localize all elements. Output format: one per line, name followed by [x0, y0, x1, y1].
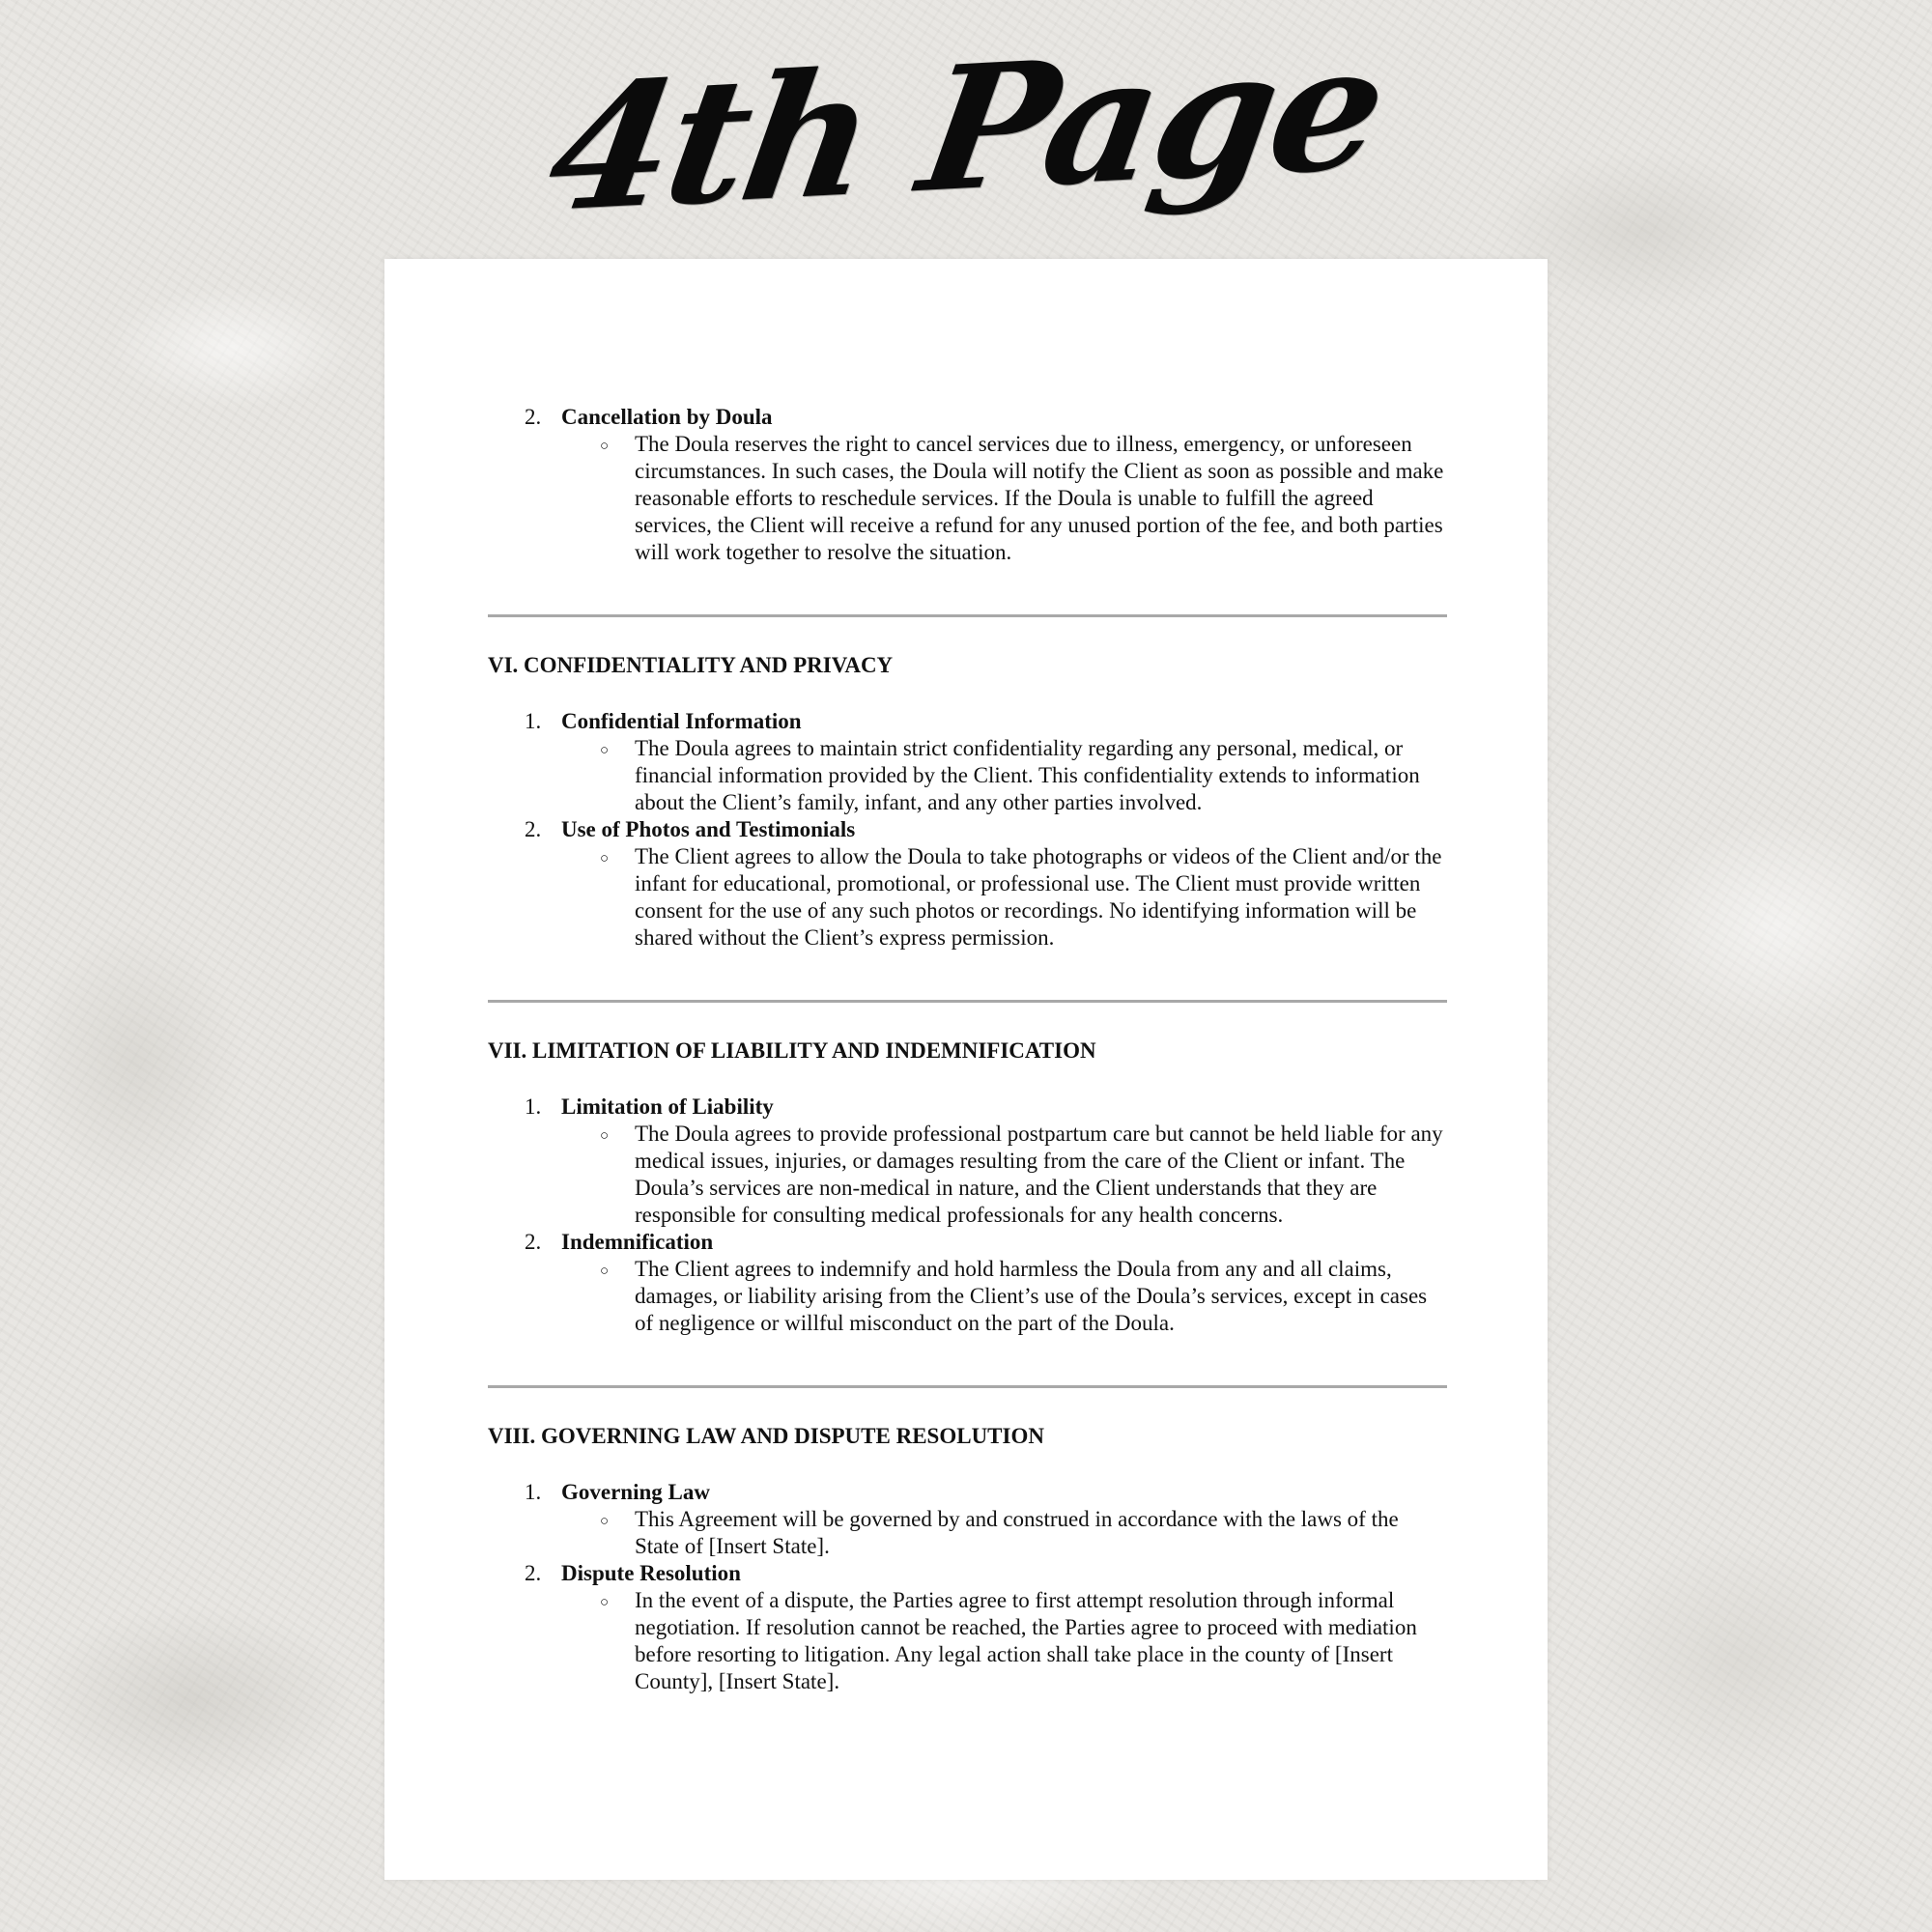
list-item-title: Governing Law — [561, 1480, 710, 1504]
list-item-indemnification — [488, 1229, 1447, 1337]
list-item-title: Limitation of Liability — [561, 1094, 774, 1119]
list-item-number: 2. — [525, 405, 542, 429]
list-item-title: Dispute Resolution — [561, 1561, 741, 1585]
list-item-limitation-of-liability — [488, 1094, 1447, 1229]
bullet-circle-icon: ○ — [600, 1264, 610, 1279]
list-item-number: 1. — [525, 1094, 542, 1119]
bullet-item — [561, 1587, 1447, 1695]
bullet-text: The Client agrees to allow the Doula to take photographs or videos of the Client and/or the infant for educational, promotional, or professional use. The Client must provide written consent for the use of any such photos or recordings. No identifying information will be shared without the Client’s express permission. — [635, 844, 1442, 950]
bullet-text: The Client agrees to indemnify and hold harmless the Doula from any and all claims, damages, or liability arising from the Client’s use of the Doula’s services, except in cases of negligence or willful misconduct on the part of the Doula. — [635, 1257, 1428, 1335]
list-item-confidential-information — [488, 708, 1447, 816]
bullet-item — [561, 843, 1447, 952]
list-item-number: 2. — [525, 817, 542, 841]
bullet-circle-icon: ○ — [600, 1128, 610, 1144]
bullet-text: In the event of a dispute, the Parties agree to first attempt resolution through informal negotiation. If resolution cannot be reached, the Parties agree to proceed with mediation before resorting to litigation. Any legal action shall take place in the county of [Insert County], [Insert State]. — [635, 1588, 1417, 1693]
list-item-number: 1. — [525, 1480, 542, 1504]
banner-title: 4th Page — [536, 5, 1396, 251]
banner — [0, 5, 1932, 251]
section-heading: VI. CONFIDENTIALITY AND PRIVACY — [488, 653, 894, 677]
bullet-text: This Agreement will be governed by and construed in accordance with the laws of the State of [Insert State]. — [635, 1507, 1399, 1558]
section-governing-law — [488, 1423, 1447, 1695]
list-item-title: Indemnification — [561, 1230, 714, 1254]
list-item-title: Confidential Information — [561, 709, 802, 733]
bullet-circle-icon: ○ — [600, 1595, 610, 1610]
list-item-number: 1. — [525, 709, 542, 733]
bullet-text: The Doula agrees to provide professional postpartum care but cannot be held liable for any medical issues, injuries, or damages resulting from the care of the Client or infant. The Doula’s services are non-medical in nature, and the Client understands that they are responsible for consulting medical professionals for any health concerns. — [635, 1122, 1443, 1227]
list-item-governing-law — [488, 1479, 1447, 1560]
section-confidentiality — [488, 652, 1447, 952]
bullet-text: The Doula agrees to maintain strict confidentiality regarding any personal, medical, or financial information provided by the Client. This confidentiality extends to information about the Client’s family, infant, and any other parties involved. — [635, 736, 1420, 814]
section-divider — [488, 1385, 1447, 1388]
list-item-cancellation-by-doula — [488, 404, 1447, 566]
section-divider — [488, 1000, 1447, 1003]
bullet-item — [561, 1256, 1447, 1337]
bullet-item — [561, 735, 1447, 816]
document-content — [488, 404, 1447, 1695]
list-item-title: Use of Photos and Testimonials — [561, 817, 856, 841]
list-item-number: 2. — [525, 1561, 542, 1585]
bullet-circle-icon: ○ — [600, 743, 610, 758]
section-heading: VIII. GOVERNING LAW AND DISPUTE RESOLUTION — [488, 1424, 1044, 1448]
bullet-item — [561, 1121, 1447, 1229]
section-liability — [488, 1037, 1447, 1337]
bullet-text: The Doula reserves the right to cancel services due to illness, emergency, or unforeseen circumstances. In such cases, the Doula will notify the Client as soon as possible and make reasonable efforts to reschedule services. If the Doula is unable to fulfill the agreed services, the Client will receive a refund for any unused portion of the fee, and both parties will work together to resolve the situation. — [635, 432, 1444, 564]
list-item-number: 2. — [525, 1230, 542, 1254]
list-item-photos-testimonials — [488, 816, 1447, 952]
bullet-circle-icon: ○ — [600, 1514, 610, 1529]
document-page — [384, 259, 1548, 1880]
section-heading: VII. LIMITATION OF LIABILITY AND INDEMNIFICATION — [488, 1038, 1096, 1063]
bullet-item — [561, 431, 1447, 566]
bullet-circle-icon: ○ — [600, 439, 610, 454]
list-item-title: Cancellation by Doula — [561, 405, 773, 429]
section-divider — [488, 614, 1447, 617]
bullet-circle-icon: ○ — [600, 851, 610, 867]
list-item-dispute-resolution — [488, 1560, 1447, 1695]
bullet-item — [561, 1506, 1447, 1560]
